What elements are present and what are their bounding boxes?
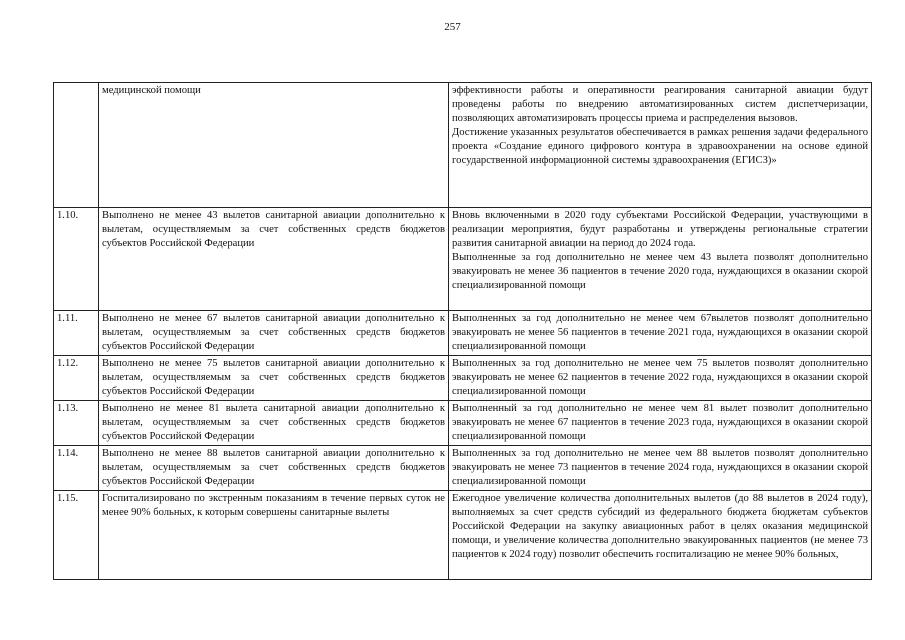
row-number: 1.14.: [54, 446, 99, 491]
description-paragraph: Выполненных за год дополнительно не менее чем 88 вылетов позволят дополнительно эвакуировать не менее 73 пациентов в течение 2024 года, нуждающихся в оказании скорой специализированной помощи: [452, 448, 868, 487]
description-cell: [449, 446, 872, 491]
result-text: Выполнено не менее 88 вылетов санитарной авиации дополнительно к вылетам, осуществляемым за счет собственных средств бюджетов субъектов Российской Федерации: [102, 448, 445, 487]
description-cell: [449, 356, 872, 401]
description-paragraph: Ежегодное увеличение количества дополнительных вылетов (до 88 вылетов в 2024 году), выполняемых за счет средств субсидий из федерального бюджета бюджетам субъектов Российской Федерации на закупку авиационных работ в целях оказания медицинской помощи, и увеличение количества дополнительно эвакуированных пациентов (не менее 73 пациентов к 2024 году) позволит обеспечить госпитализацию не менее 90% больных,: [452, 493, 868, 560]
result-text: медицинской помощи: [102, 85, 201, 96]
result-cell: [99, 208, 449, 311]
page-number: 257: [444, 21, 461, 33]
row-number: 1.10.: [54, 208, 99, 311]
description-paragraph: Выполненных за год дополнительно не менее чем 75 вылетов позволят дополнительно эвакуировать не менее 62 пациентов в течение 2022 года, нуждающихся в оказании скорой специализированной помощи: [452, 358, 868, 397]
result-cell: [99, 356, 449, 401]
description-paragraph: Вновь включенными в 2020 году субъектами Российской Федерации, участвующими в реализации мероприятия, будут разработаны и утверждены региональные стратегии развития санитарной авиации на период до 2024 года.: [452, 210, 868, 249]
row-number: [54, 83, 99, 208]
description-paragraph: эффективности работы и оперативности реагирования санитарной авиации будут проведены работы по внедрению автоматизированных систем диспетчеризации, позволяющих автоматизировать процессы приема и распределения вызовов.: [452, 85, 868, 124]
result-text: Выполнено не менее 67 вылетов санитарной авиации дополнительно к вылетам, осуществляемым за счет собственных средств бюджетов субъектов Российской Федерации: [102, 313, 445, 352]
description-paragraph: Выполненных за год дополнительно не менее чем 67вылетов позволят дополнительно эвакуировать не менее 56 пациентов в течение 2021 года, нуждающихся в оказании скорой специализированной помощи: [452, 313, 868, 352]
description-paragraph: Выполненные за год дополнительно не менее чем 43 вылета позволят дополнительно эвакуировать не менее 36 пациентов в течение 2020 года, нуждающихся в оказании скорой специализированной помощи: [452, 252, 868, 291]
description-cell: [449, 401, 872, 446]
result-text: Выполнено не менее 81 вылета санитарной авиации дополнительно к вылетам, осуществляемым за счет собственных средств бюджетов субъектов Российской Федерации: [102, 403, 445, 442]
description-cell: [449, 83, 872, 208]
table-row: [54, 491, 872, 580]
row-number: 1.13.: [54, 401, 99, 446]
result-cell: [99, 83, 449, 208]
row-number: 1.15.: [54, 491, 99, 580]
result-text: Выполнено не менее 75 вылетов санитарной авиации дополнительно к вылетам, осуществляемым за счет собственных средств бюджетов субъектов Российской Федерации: [102, 358, 445, 397]
result-cell: [99, 401, 449, 446]
description-cell: [449, 491, 872, 580]
description-paragraph: Выполненный за год дополнительно не менее чем 81 вылет позволит дополнительно эвакуировать не менее 67 пациентов в течение 2023 года, нуждающихся в оказании скорой специализированной помощи: [452, 403, 868, 442]
description-cell: [449, 208, 872, 311]
table-row: [54, 401, 872, 446]
result-text: Выполнено не менее 43 вылетов санитарной авиации дополнительно к вылетам, осуществляемым за счет собственных средств бюджетов субъектов Российской Федерации: [102, 210, 445, 249]
result-cell: [99, 311, 449, 356]
row-number: 1.11.: [54, 311, 99, 356]
table-row: [54, 208, 872, 311]
description-cell: [449, 311, 872, 356]
table-row: [54, 83, 872, 208]
table-row: [54, 311, 872, 356]
result-cell: [99, 491, 449, 580]
results-table: [53, 82, 872, 580]
row-number: 1.12.: [54, 356, 99, 401]
table-row: [54, 356, 872, 401]
description-paragraph: Достижение указанных результатов обеспечивается в рамках решения задачи федерального проекта «Создание единого цифрового контура в здравоохранении на основе единой государственной информационной системы здравоохранения (ЕГИСЗ)»: [452, 127, 868, 166]
table-row: [54, 446, 872, 491]
result-cell: [99, 446, 449, 491]
result-text: Госпитализировано по экстренным показаниям в течение первых суток не менее 90% больных, к которым совершены санитарные вылеты: [102, 493, 445, 518]
